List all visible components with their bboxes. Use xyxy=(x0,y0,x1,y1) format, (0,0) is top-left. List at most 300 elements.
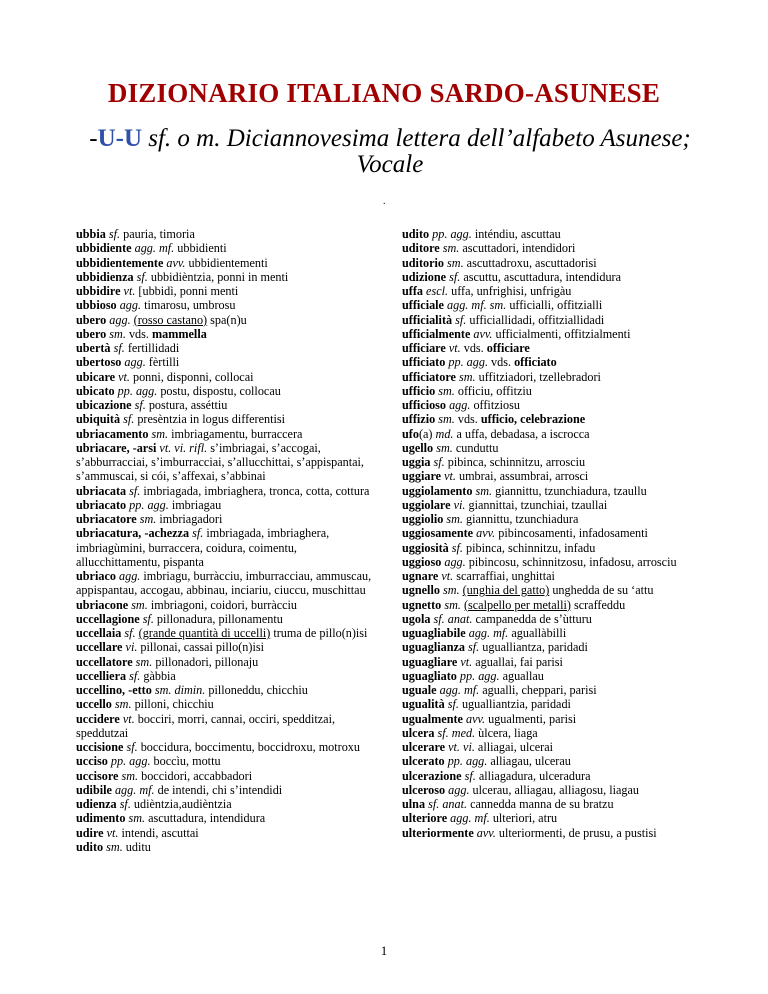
entry-headword: ubero xyxy=(76,312,107,327)
entry-translation: boccidori, accabbadori xyxy=(138,768,253,783)
entry-translation: giannittu, tzunchiadura xyxy=(462,512,579,526)
dictionary-entry xyxy=(402,441,702,455)
entry-headword: ubbidienza xyxy=(76,269,134,284)
entry-headword: uggiolamento xyxy=(402,483,473,498)
dictionary-entry xyxy=(76,598,376,612)
page-number: 1 xyxy=(380,943,388,958)
dictionary-entry xyxy=(76,398,376,412)
entry-translation: pillonadura, pillonamentu xyxy=(153,611,283,626)
entry-translation: s’imbriagai, s’accogai, s’abburracciai, s’imburracciai, s’allucchittai, s’appispantai, s’ammuscai, si cói, s’affexai, s’abbinai xyxy=(76,440,364,484)
entry-grammar: agg. mf. xyxy=(465,626,509,640)
entry-headword: uguagliato xyxy=(402,668,457,683)
entry-headword: ubicare xyxy=(76,369,116,384)
entry-headword: uccello xyxy=(76,697,112,712)
entry-grammar: sf. xyxy=(126,483,141,498)
entry-translation: ugualliantza, paridadi xyxy=(479,640,588,655)
entry-grammar: vt. xyxy=(119,711,135,726)
entry-grammar: pp. agg. xyxy=(126,497,169,512)
entry-headword: ubbidientemente xyxy=(76,255,164,270)
dictionary-entry xyxy=(76,341,376,355)
entry-translation: ugualliantzia, paridadi xyxy=(458,697,571,712)
entry-grammar: avv. xyxy=(470,326,493,341)
entry-translation: de intendi, chi s’intendidi xyxy=(154,782,283,797)
entry-headword: ufficiale xyxy=(402,298,444,313)
entry-translation: campanedda de s’ùtturu xyxy=(472,611,592,626)
entry-headword: ulceroso xyxy=(402,782,446,797)
entry-headword: ugnello xyxy=(402,583,440,598)
entry-grammar: sf. xyxy=(121,626,136,640)
entry-variant: , -achezza xyxy=(138,526,193,541)
entry-translation: imbriagoni, coidori, burràcciu xyxy=(147,597,298,612)
entry-headword: ubbidiente xyxy=(76,241,132,256)
entry-translation: pibincosamenti, infadosamenti xyxy=(495,526,648,541)
entry-grammar: sm. xyxy=(439,241,460,256)
entry-translation: pillonai, cassai pillo(n)isi xyxy=(137,640,264,655)
entry-translation: boccidura, boccimentu, boccidroxu, motroxu xyxy=(137,740,360,754)
entry-grammar: agg. mf. xyxy=(111,782,155,797)
dictionary-entry xyxy=(402,754,702,768)
entry-translation: bocciri, morri, cannai, occiri, spedditzai, speddutzai xyxy=(76,711,336,740)
dictionary-entry xyxy=(76,412,376,426)
entry-translation: ubbidientementi xyxy=(185,255,268,270)
entry-grammar: agg. xyxy=(445,782,470,797)
entry-translation: ufficialmenti, offitzialmenti xyxy=(492,326,631,341)
entry-grammar: pp. agg. xyxy=(445,355,488,370)
dictionary-entry xyxy=(76,256,376,270)
entry-grammar: sf. xyxy=(131,398,146,412)
entry-headword: ubriacare xyxy=(76,440,127,455)
entry-headword: ubriacamento xyxy=(76,426,149,441)
entry-grammar: sm. xyxy=(439,583,460,598)
entry-translation: ufficialli, offitzialli xyxy=(506,298,603,313)
entry-translation: ugualmenti, parisi xyxy=(485,711,577,726)
dictionary-entry xyxy=(402,498,702,512)
entry-grammar: sm. xyxy=(106,326,126,341)
separator-dot: . xyxy=(383,196,386,207)
entry-headword: ubertoso xyxy=(76,355,122,370)
entry-grammar: agg. xyxy=(121,355,146,370)
entry-headword: ulcera xyxy=(402,725,435,740)
entry-grammar: agg. xyxy=(446,398,471,412)
dictionary-entry xyxy=(402,569,702,583)
entry-headword: ufficiatore xyxy=(402,369,456,384)
entry-headword: uccellagione xyxy=(76,611,140,626)
entry-grammar: agg. mf. xyxy=(131,241,175,256)
dictionary-entry xyxy=(76,754,376,768)
entry-headword: ubbioso xyxy=(76,298,117,313)
entry-headword: udito xyxy=(402,227,430,241)
dictionary-entry xyxy=(76,840,376,854)
entry-headword: ubriacatura xyxy=(76,526,139,541)
entry-grammar: vt. vi. rifl. xyxy=(159,440,208,455)
dictionary-entry xyxy=(402,555,702,569)
entry-translation: scraffeddu xyxy=(570,597,626,612)
entry-headword: uccellare xyxy=(76,640,123,655)
entry-translation: ubbidienti xyxy=(174,241,227,256)
entry-headword: udizione xyxy=(402,269,447,284)
entry-headword: ulcerare xyxy=(402,740,446,754)
dictionary-entry xyxy=(76,526,376,569)
entry-translation: imbriagu, burràcciu, imburracciau, ammuscau, appispantau, accogau, abbinau, inciariu, ciuccu, muschittau xyxy=(76,569,372,598)
dictionary-title: DIZIONARIO ITALIANO SARDO-ASUNESE xyxy=(107,78,661,108)
entry-grammar: sf. xyxy=(452,312,467,327)
dictionary-entry xyxy=(402,384,702,398)
entry-grammar: vt. xyxy=(103,825,119,840)
entry-translation: cannedda manna de su bratzu xyxy=(467,797,614,811)
entry-translation: cunduttu xyxy=(452,440,499,455)
entry-translation: aguallai, fai parisi xyxy=(472,654,563,669)
entry-grammar: sf. xyxy=(465,640,480,655)
entry-variant: , -etto xyxy=(122,683,155,697)
dictionary-entry xyxy=(76,355,376,369)
dictionary-entry xyxy=(402,370,702,384)
dictionary-entry xyxy=(76,370,376,384)
dictionary-entry xyxy=(76,384,376,398)
entry-translation: ulcerau, alliagau, alliagosu, liagau xyxy=(469,782,640,797)
dictionary-entry xyxy=(76,227,376,241)
entry-headword: ufficialità xyxy=(402,312,453,327)
dictionary-entry xyxy=(402,284,702,298)
entry-translation: ulteriormenti, de prusu, a pustisi xyxy=(495,825,657,840)
dictionary-entry xyxy=(402,341,702,355)
entry-grammar: sm. xyxy=(125,811,146,826)
entry-variant: , -arsi xyxy=(126,440,160,455)
entry-grammar: vi. xyxy=(122,640,138,655)
dictionary-entry xyxy=(402,427,702,441)
dictionary-entry xyxy=(76,427,376,441)
entry-translation: uffa, unfrighisi, unfrigàu xyxy=(448,284,572,298)
entry-headword: ugnare xyxy=(402,569,439,583)
entry-headword: ubriaco xyxy=(76,569,116,583)
entry-headword: ubriacato xyxy=(76,497,127,512)
dictionary-entry xyxy=(402,669,702,683)
entry-headword: ubiquità xyxy=(76,412,121,427)
entry-gloss-underlined: (scalpello per metalli) xyxy=(463,597,571,612)
dictionary-entry xyxy=(402,783,702,797)
entry-grammar: sf. xyxy=(116,797,131,811)
entry-translation: a uffa, debadasa, a iscrocca xyxy=(453,426,590,441)
dictionary-entry xyxy=(402,826,702,840)
entry-translation: imbriagau xyxy=(168,497,222,512)
dictionary-entry xyxy=(76,313,376,327)
letter-label: U-U xyxy=(97,125,142,152)
entry-grammar: sm. xyxy=(435,412,455,427)
dictionary-entry xyxy=(402,626,702,640)
entry-grammar: vi. xyxy=(450,497,466,512)
entry-grammar: sf. anat. xyxy=(430,611,473,626)
entry-grammar: vt. xyxy=(445,341,461,355)
entry-grammar: pp. agg. xyxy=(429,227,472,241)
entry-grammar: sf. xyxy=(192,526,204,541)
entry-grammar: sm. xyxy=(443,255,464,270)
entry-translation: ponni, disponni, collocai xyxy=(129,369,254,384)
dictionary-entry xyxy=(402,712,702,726)
entry-translation: ascuttu, ascuttadura, intendidura xyxy=(460,269,622,284)
entry-translation: pibinca, schinnitzu, arrosciu xyxy=(444,455,586,469)
entry-translation: imbriagada, imbriaghera, tronca, cotta, cottura xyxy=(140,483,370,498)
entry-grammar: pp. agg. xyxy=(456,668,500,683)
entry-headword: ufficio xyxy=(402,383,436,398)
letter-prefix: - xyxy=(89,125,98,152)
entry-translation: giannittu, tzunchiadura, tzaullu xyxy=(492,483,647,498)
entry-headword: uccisore xyxy=(76,768,119,783)
entry-headword: uggia xyxy=(402,455,431,469)
entry-translation: [ubbidì, ponni menti xyxy=(135,284,239,298)
entry-grammar: sf. anat. xyxy=(425,797,468,811)
dictionary-entry xyxy=(402,484,702,498)
dictionary-entry xyxy=(402,769,702,783)
entry-translation: fèrtilli xyxy=(145,355,180,370)
entry-grammar: agg. xyxy=(106,312,131,327)
dictionary-entry xyxy=(402,355,702,369)
dictionary-entry xyxy=(76,811,376,825)
entry-translation: pilloni, chicchiu xyxy=(131,697,214,712)
entry-headword: ubicato xyxy=(76,383,115,398)
entry-translation: alliagadura, ulceradura xyxy=(475,768,591,783)
entry-headword: ufficioso xyxy=(402,398,447,412)
entry-translation: imbriagada, imbriaghera, imbriagùmini, burraccera, coidura, coimentu, allucchittamentu, pispanta xyxy=(76,526,330,569)
entry-headword: ufficiato xyxy=(402,355,446,370)
entry-headword: uguagliabile xyxy=(402,626,466,640)
entry-translation: gàbbia xyxy=(140,668,176,683)
entry-headword: uccelliera xyxy=(76,668,127,683)
entry-headword: ugualmente xyxy=(402,711,463,726)
entry-headword: ugello xyxy=(402,440,434,455)
entry-translation: pibincosu, schinnitzosu, infadosu, arrosciu xyxy=(465,554,677,569)
entry-translation: vds. xyxy=(125,326,152,341)
entry-grammar: sf. xyxy=(110,341,125,355)
entry-translation: fertillidadi xyxy=(124,341,180,355)
entry-headword: uccellaia xyxy=(76,626,122,640)
dictionary-entry xyxy=(76,298,376,312)
entry-headword: ubero xyxy=(76,326,107,341)
dictionary-entry xyxy=(76,640,376,654)
entry-grammar: sm. xyxy=(472,483,493,498)
entry-translation: intendi, ascuttai xyxy=(118,825,199,840)
dictionary-entry xyxy=(76,512,376,526)
dictionary-entry xyxy=(402,740,702,754)
entry-translation: agualli, cheppari, parisi xyxy=(479,683,597,697)
dictionary-entry xyxy=(76,783,376,797)
dictionary-entry xyxy=(76,683,376,697)
entry-headword: uditorio xyxy=(402,255,444,270)
entry-headword: uggiosamente xyxy=(402,526,474,541)
dictionary-entry xyxy=(402,512,702,526)
entry-translation: imbriagadori xyxy=(156,512,223,526)
entry-translation: postura, asséttiu xyxy=(145,398,228,412)
entry-translation: timarosu, umbrosu xyxy=(141,298,236,313)
dictionary-entry xyxy=(402,241,702,255)
entry-translation: vds. xyxy=(460,341,487,355)
entry-grammar: sf. xyxy=(126,668,141,683)
entry-grammar: vt. xyxy=(438,569,454,583)
dictionary-entry xyxy=(402,313,702,327)
entry-headword: uditore xyxy=(402,241,440,256)
dictionary-entry xyxy=(76,712,376,741)
dictionary-entry xyxy=(76,797,376,811)
dictionary-entry xyxy=(76,626,376,640)
entry-headword: uggioso xyxy=(402,554,442,569)
entry-grammar: agg. mf. xyxy=(447,811,490,826)
entry-grammar: escl. xyxy=(423,284,449,298)
entry-grammar: agg. xyxy=(116,298,142,313)
entry-grammar: avv. xyxy=(473,526,496,541)
dictionary-entry xyxy=(76,669,376,683)
entry-headword: ugualità xyxy=(402,697,445,712)
entry-grammar: sf. xyxy=(444,697,459,712)
entry-grammar: agg. xyxy=(441,554,466,569)
entry-translation: umbrai, assumbrai, arrosci xyxy=(455,469,589,484)
entry-headword: ubriacone xyxy=(76,597,129,612)
entry-translation: ascuttadroxu, ascuttadorisi xyxy=(463,255,597,270)
entry-grammar: avv. xyxy=(462,711,486,726)
left-column xyxy=(76,227,376,854)
entry-grammar: sm. xyxy=(132,654,153,669)
entry-translation: uffitziadori, tzellebradori xyxy=(475,369,601,384)
entry-translation: boccìu, mottu xyxy=(150,754,221,769)
entry-grammar: md. xyxy=(435,426,454,441)
entry-cross-reference: ufficio, celebrazione xyxy=(480,412,586,427)
entry-grammar: vt. xyxy=(457,654,473,669)
entry-grammar: pp. agg. xyxy=(444,754,488,769)
entry-translation: pauria, timoria xyxy=(120,227,195,241)
entry-translation: pillonadori, pillonaju xyxy=(152,654,259,669)
entry-translation: ubbidièntzia, ponni in menti xyxy=(147,269,289,284)
entry-translation: ascuttadura, intendidura xyxy=(145,811,266,826)
entry-headword: udibile xyxy=(76,782,112,797)
dictionary-entry xyxy=(402,683,702,697)
entry-grammar: sf. xyxy=(133,269,148,284)
entry-translation: spa(n)u xyxy=(207,312,247,327)
dictionary-entry xyxy=(402,811,702,825)
entry-grammar: sm. xyxy=(111,697,132,712)
entry-grammar: sf. xyxy=(139,611,154,626)
entry-headword: ulteriormente xyxy=(402,825,474,840)
entry-headword: uguale xyxy=(402,683,437,697)
entry-translation: ùlcera, liaga xyxy=(475,725,538,740)
entry-gloss-underlined: (unghia del gatto) xyxy=(462,583,550,598)
entry-grammar: agg. xyxy=(115,569,141,583)
entry-grammar: vt. vi. xyxy=(445,740,475,754)
entry-gloss-underlined: (rosso castano) xyxy=(133,312,208,327)
entry-translation: postu, dispostu, collocau xyxy=(157,383,281,398)
entry-variant: (a) xyxy=(418,426,436,441)
entry-grammar: pp. agg. xyxy=(107,754,151,769)
dictionary-entry xyxy=(76,241,376,255)
entry-headword: ugola xyxy=(402,611,431,626)
entry-grammar: sf. xyxy=(446,269,461,284)
entry-headword: ubriacata xyxy=(76,483,127,498)
entry-grammar: vt. xyxy=(441,469,456,484)
entry-headword: udire xyxy=(76,825,104,840)
entry-translation: ascuttadori, intendidori xyxy=(459,241,576,256)
entry-translation: pibinca, schinnitzu, infadu xyxy=(462,540,596,555)
entry-grammar: sm. xyxy=(103,839,123,854)
dictionary-entry xyxy=(76,826,376,840)
entry-headword: ufo xyxy=(402,426,419,441)
entry-headword: uggiolio xyxy=(402,512,444,526)
entry-translation: udièntzia,audièntzia xyxy=(130,797,232,811)
entry-grammar: agg. mf. sm. xyxy=(443,298,507,313)
entry-headword: ubicazione xyxy=(76,398,132,412)
dictionary-entry xyxy=(402,298,702,312)
entry-grammar: sf. xyxy=(105,227,121,241)
entry-translation: officiu, offitziu xyxy=(454,383,532,398)
entry-translation: aguallàbilli xyxy=(508,626,567,640)
entry-translation: vds. xyxy=(487,355,515,370)
dictionary-entry xyxy=(402,256,702,270)
entry-headword: ufficiare xyxy=(402,341,446,355)
entry-headword: udienza xyxy=(76,797,117,811)
entry-headword: uffa xyxy=(402,284,423,298)
entry-headword: uggiosità xyxy=(402,540,449,555)
entry-grammar: sm. dimin. xyxy=(154,683,206,697)
entry-grammar: vt. xyxy=(120,284,136,298)
entry-grammar: sf. xyxy=(461,768,476,783)
entry-headword: ubbia xyxy=(76,227,106,241)
dictionary-entry xyxy=(76,484,376,498)
entry-grammar: agg. mf. xyxy=(436,683,480,697)
dictionary-entry xyxy=(402,583,702,597)
entry-grammar: sm. xyxy=(148,426,169,441)
entry-headword: ugnetto xyxy=(402,597,442,612)
entry-headword: uguaglianza xyxy=(402,640,465,655)
entry-headword: ubertà xyxy=(76,341,111,355)
dictionary-entry xyxy=(402,598,702,612)
letter-heading xyxy=(60,126,720,178)
entry-grammar: sm. xyxy=(136,512,157,526)
entry-headword: uggiolare xyxy=(402,497,451,512)
dictionary-entry xyxy=(76,569,376,598)
entry-translation: ulteriori, atru xyxy=(489,811,558,826)
dictionary-entry xyxy=(402,612,702,626)
dictionary-entry xyxy=(402,697,702,711)
entry-headword: udimento xyxy=(76,811,126,826)
entry-translation: vds. xyxy=(454,412,481,427)
entry-headword: ucciso xyxy=(76,754,108,769)
dictionary-entry xyxy=(402,398,702,412)
entry-grammar: sf. xyxy=(430,455,445,469)
dictionary-entry xyxy=(402,227,702,241)
dictionary-entry xyxy=(402,655,702,669)
entry-translation: offitziosu xyxy=(470,398,520,412)
dictionary-entry xyxy=(76,441,376,484)
entry-cross-reference: officiare xyxy=(486,341,530,355)
entry-translation: uditu xyxy=(122,839,151,854)
dictionary-entry xyxy=(402,726,702,740)
entry-translation: truma de pillo(n)isi xyxy=(270,626,368,640)
dictionary-entry xyxy=(76,612,376,626)
entry-headword: uccellino xyxy=(76,683,123,697)
entry-grammar: sf. med. xyxy=(434,725,476,740)
dictionary-entry xyxy=(76,284,376,298)
entry-translation: ufficiallidadi, offitziallidadi xyxy=(466,312,605,327)
entry-headword: ulteriore xyxy=(402,811,448,826)
dictionary-entry xyxy=(76,769,376,783)
entry-headword: udito xyxy=(76,839,104,854)
entry-headword: ulcerato xyxy=(402,754,445,769)
entry-translation: pilloneddu, chicchiu xyxy=(205,683,308,697)
entry-headword: uggiare xyxy=(402,469,442,484)
dictionary-entry xyxy=(402,327,702,341)
dictionary-entry xyxy=(402,270,702,284)
dictionary-entry xyxy=(402,455,702,469)
entry-grammar: sf. xyxy=(448,540,463,555)
letter-definition: sf. o m. Diciannovesima lettera dell’alfabeto Asunese; Vocale xyxy=(142,125,691,178)
entry-grammar: pp. agg. xyxy=(114,383,158,398)
entry-translation: inténdiu, ascuttau xyxy=(471,227,561,241)
entry-grammar: sm. xyxy=(435,383,455,398)
